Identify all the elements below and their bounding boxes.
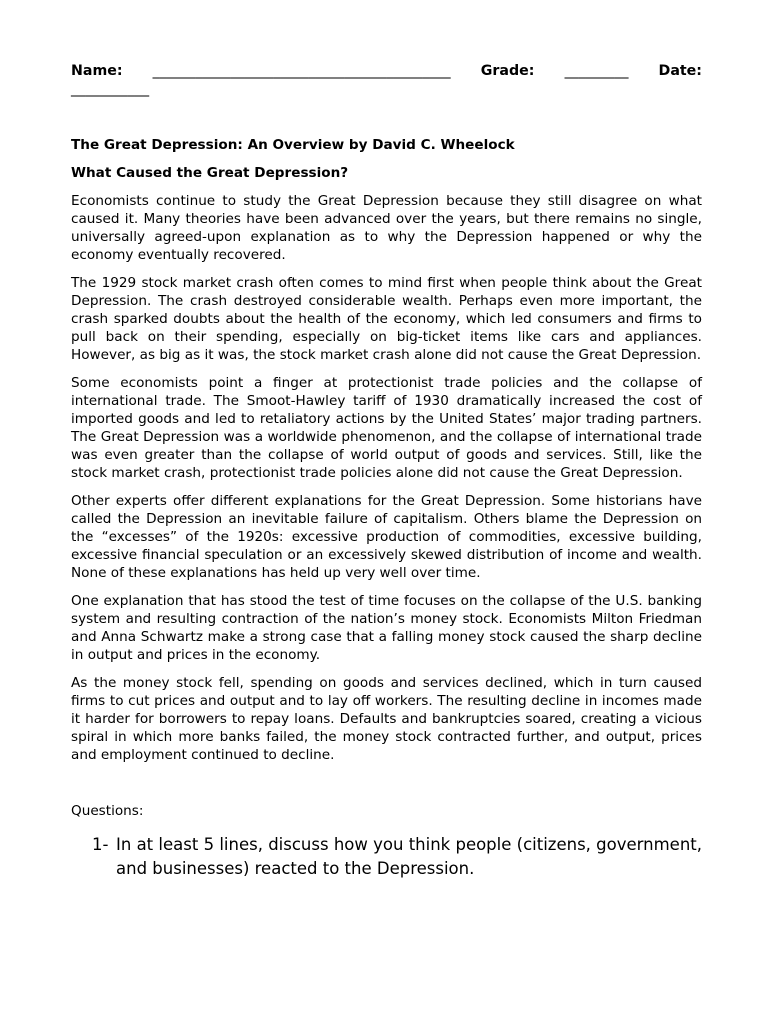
student-info-header: [71, 62, 702, 80]
question-item: [92, 833, 702, 881]
paragraph: Economists continue to study the Great Depression because they still disagree on what caused it. Many theories have been advanced over the years, but there remains no single, universally agreed-upon explanation as to why the Depression happened or why the economy eventually recovered.: [71, 193, 702, 263]
paragraph: The 1929 stock market crash often comes to mind first when people think about the Great Depression. The crash destroyed considerable wealth. Perhaps even more important, the crash sparked doubts about the health of the economy, which led consumers and firms to pull back on their spending, especially on big-ticket items like cars and appliances. However, as big as it was, the stock market crash alone did not cause the Great Depression.: [71, 275, 702, 363]
date-blank[interactable]: ___________: [71, 81, 150, 97]
date-label: Date:: [658, 63, 702, 79]
grade-label: Grade:: [480, 63, 535, 79]
paragraph: One explanation that has stood the test of time focuses on the collapse of the U.S. banking system and resulting contraction of the nation’s money stock. Economists Milton Friedman and Anna Schwartz make a strong case that a falling money stock caused the sharp decline in output and prices in the economy.: [71, 593, 702, 663]
name-label: Name:: [71, 63, 123, 79]
question-number: 1-: [92, 835, 109, 854]
date-blank-line: [71, 80, 702, 98]
document-subtitle: What Caused the Great Depression?: [71, 165, 349, 181]
worksheet-page: [71, 62, 702, 881]
document-title: The Great Depression: An Overview by David C. Wheelock: [71, 137, 515, 153]
paragraph: Some economists point a finger at protectionist trade policies and the collapse of international trade. The Smoot-Hawley tariff of 1930 dramatically increased the cost of imported goods and led to retaliatory actions by the United States’ major trading partners. The Great Depression was a worldwide phenomenon, and the collapse of international trade was even greater than the collapse of world output of goods and services. Still, like the stock market crash, protectionist trade policies alone did not cause the Great Depression.: [71, 375, 702, 481]
questions-heading: Questions:: [71, 803, 144, 819]
question-text: In at least 5 lines, discuss how you think people (citizens, government, and businesses) reacted to the Depression.: [116, 835, 702, 878]
grade-blank[interactable]: _________: [564, 63, 629, 79]
name-blank[interactable]: __________________________________________: [152, 63, 451, 79]
paragraph: As the money stock fell, spending on goods and services declined, which in turn caused firms to cut prices and output and to lay off workers. The resulting decline in incomes made it harder for borrowers to repay loans. Defaults and bankruptcies soared, creating a vicious spiral in which more banks failed, the money stock contracted further, and output, prices and employment continued to decline.: [71, 675, 702, 763]
paragraph: Other experts offer different explanations for the Great Depression. Some historians have called the Depression an inevitable failure of capitalism. Others blame the Depression on the “excesses” of the 1920s: excessive production of commodities, excessive building, excessive financial speculation or an excessively skewed distribution of income and wealth. None of these explanations has held up very well over time.: [71, 493, 702, 581]
